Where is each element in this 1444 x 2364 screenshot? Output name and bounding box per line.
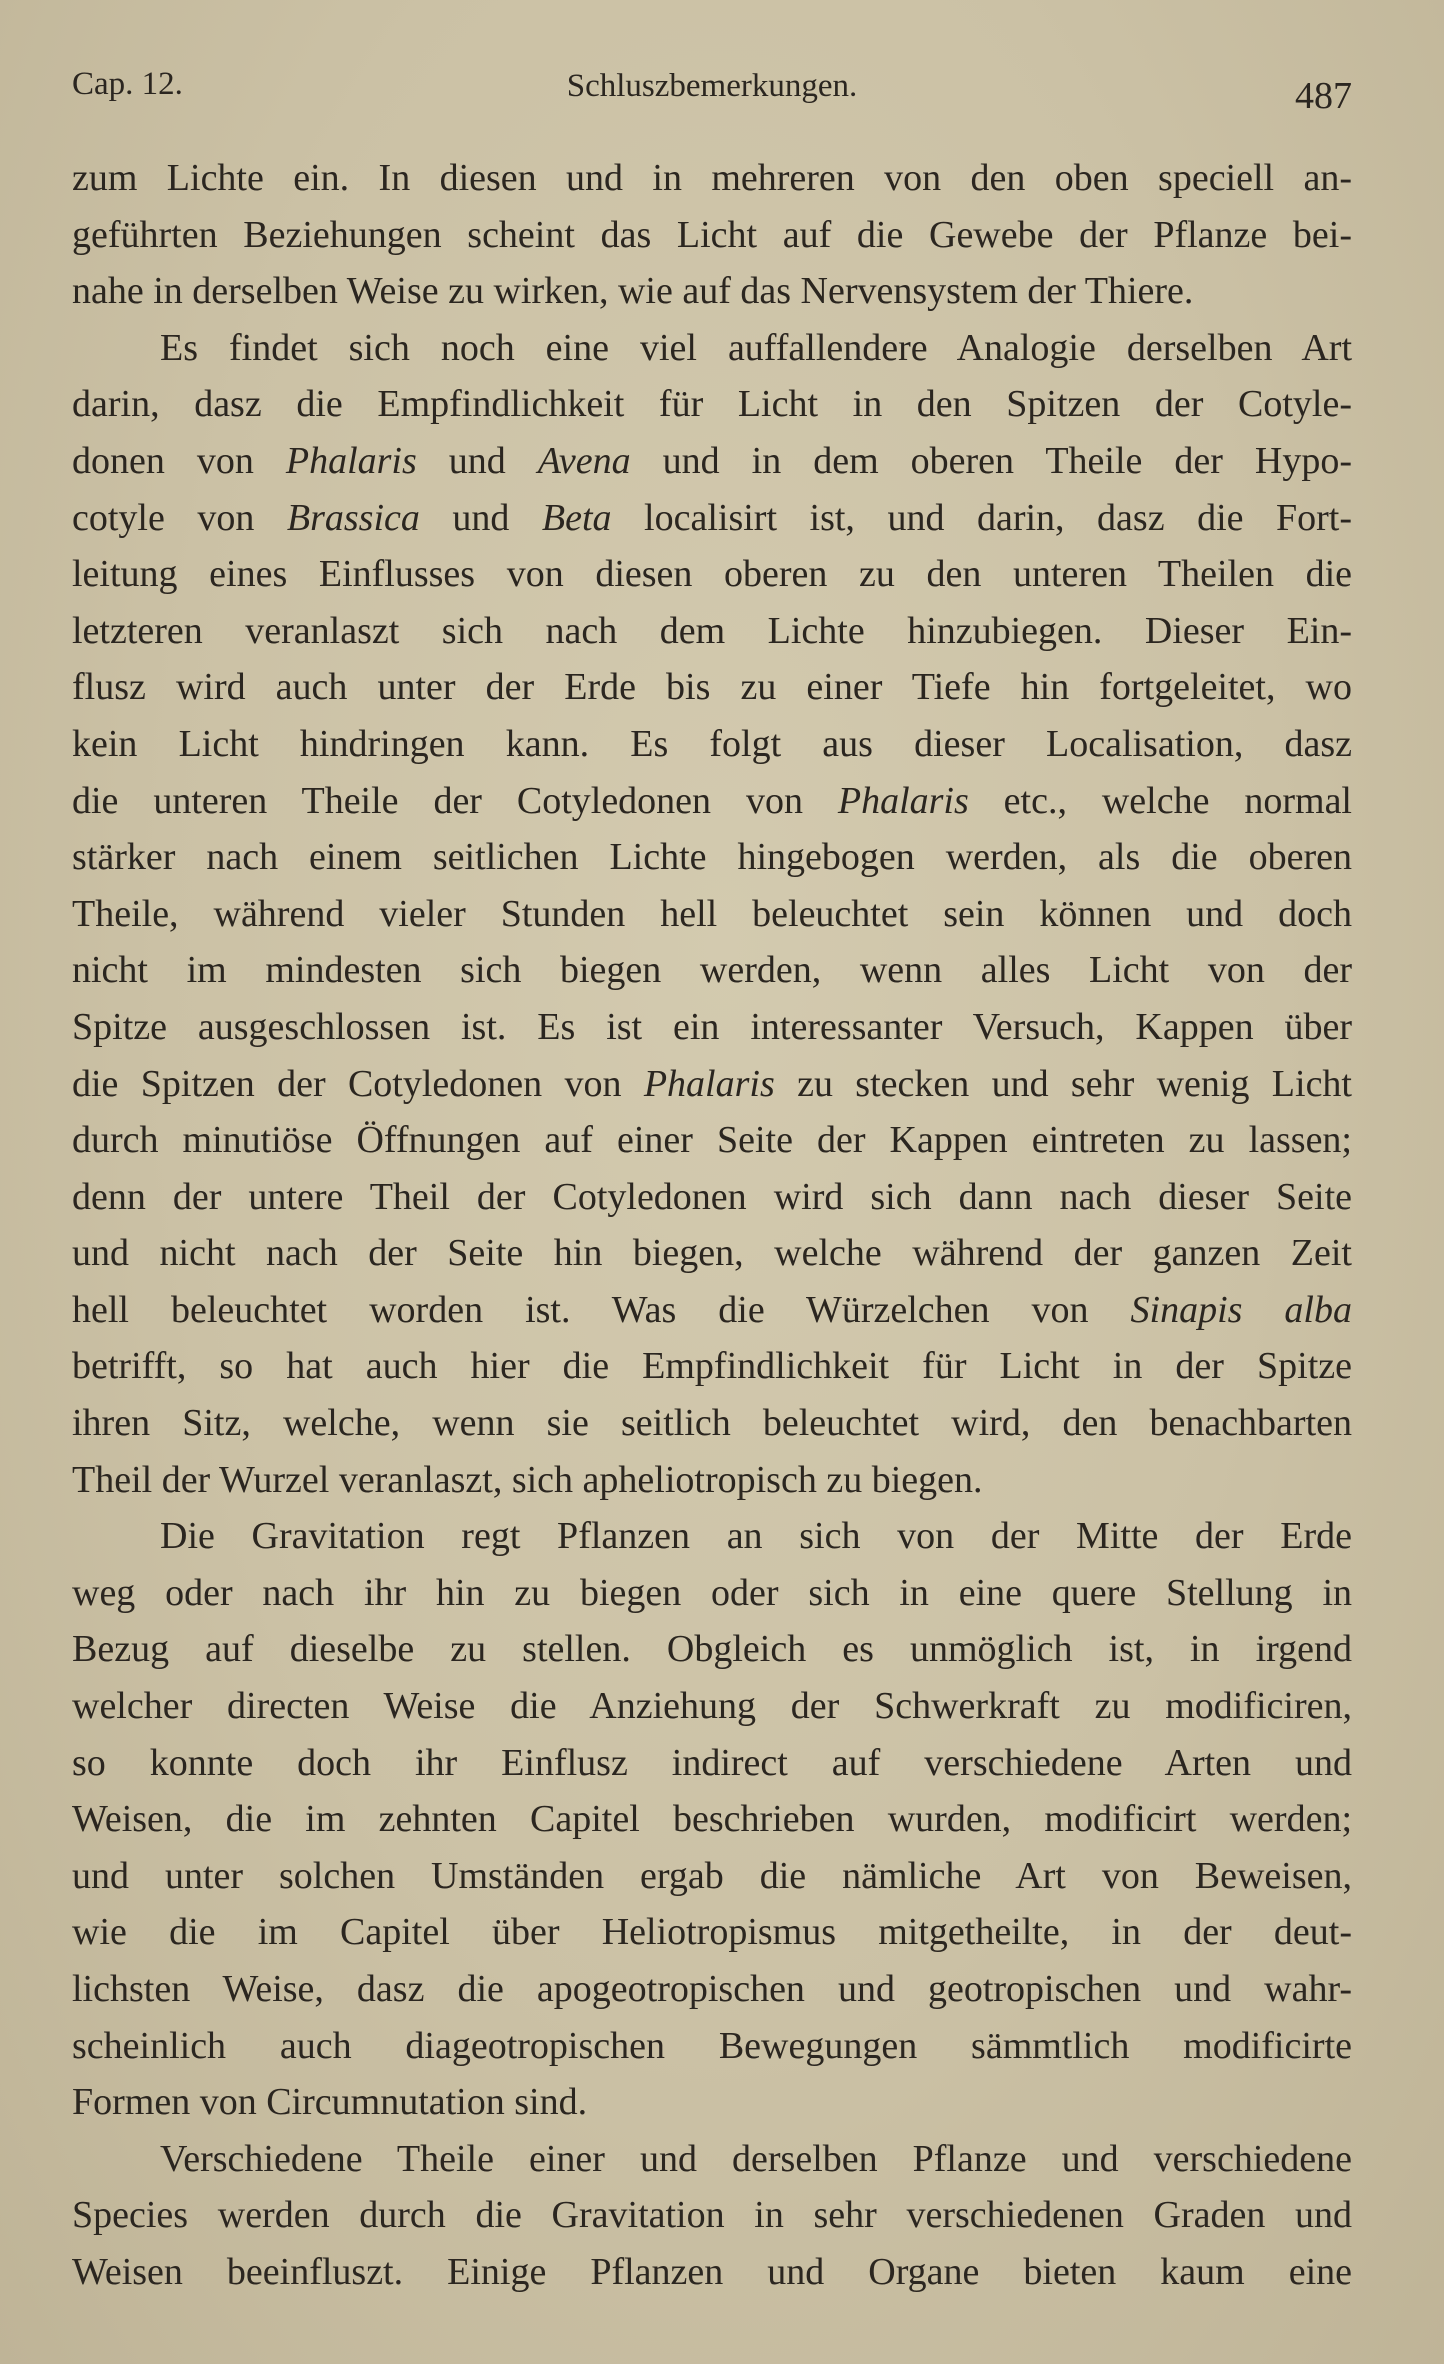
text-run: Weisen beeinfluszt. Einige Pflanzen und Organe bieten kaum eine [72, 2250, 1352, 2293]
text-line [72, 659, 1352, 716]
text-line [72, 773, 1352, 830]
italic-term: Avena [537, 439, 631, 482]
text-line [72, 2244, 1352, 2301]
text-line [72, 1565, 1352, 1622]
italic-term: Phalaris [837, 779, 969, 822]
text-run: durch minutiöse Öffnungen auf einer Seite der Kappen eintreten zu lassen; [72, 1119, 1352, 1162]
text-line [72, 1621, 1352, 1678]
text-line [72, 829, 1352, 886]
text-run: flusz wird auch unter der Erde bis zu einer Tiefe hin fortgeleitet, wo [72, 666, 1352, 709]
text-line [72, 1791, 1352, 1848]
text-run: Theil der Wurzel veranlaszt, sich apheliotropisch zu biegen. [72, 1458, 983, 1501]
text-run: zum Lichte ein. In diesen und in mehreren von den oben speciell an- [72, 157, 1352, 199]
text-line [72, 1056, 1352, 1113]
text-line [72, 886, 1352, 943]
text-line [72, 2187, 1352, 2244]
text-line [72, 490, 1352, 547]
text-line [72, 1112, 1352, 1169]
text-line [72, 1508, 1352, 1565]
text-run: Die Gravitation regt Pflanzen an sich von der Mitte der Erde [160, 1515, 1352, 1558]
text-line [72, 716, 1352, 773]
text-run: nahe in derselben Weise zu wirken, wie auf das Nervensystem der Thiere. [72, 270, 1194, 313]
text-run: und in dem oberen Theile der Hypo- [630, 439, 1352, 482]
text-line [72, 1338, 1352, 1395]
page-number: 487 [1295, 75, 1352, 117]
text-run: und [419, 496, 542, 539]
text-line [72, 433, 1352, 490]
text-line [72, 2074, 1352, 2131]
text-run: so konnte doch ihr Einflusz indirect auf verschiedene Arten und [72, 1741, 1352, 1784]
running-title: Schluszbemerkungen. [566, 68, 858, 104]
text-line [72, 1904, 1352, 1961]
text-run: und [416, 439, 538, 482]
text-run: Spitze ausgeschlossen ist. Es ist ein interessanter Versuch, Kappen über [72, 1005, 1352, 1048]
text-run: geführten Beziehungen scheint das Licht auf die Gewebe der Pflanze bei- [72, 213, 1352, 256]
text-line [72, 603, 1352, 660]
text-run: und unter solchen Umständen ergab die nämliche Art von Beweisen, [72, 1854, 1352, 1897]
text-run: cotyle von [72, 496, 287, 539]
italic-term: Beta [541, 496, 612, 539]
text-line [72, 1735, 1352, 1792]
text-run: Species werden durch die Gravitation in sehr verschiedenen Graden und [72, 2194, 1352, 2237]
text-run: Theile, während vieler Stunden hell beleuchtet sein können und doch [72, 892, 1352, 935]
italic-term: Sinapis alba [1130, 1288, 1352, 1331]
text-run: leitung eines Einflusses von diesen oberen zu den unteren Theilen die [72, 553, 1352, 596]
text-run: nicht im mindesten sich biegen werden, wenn alles Licht von der [72, 949, 1352, 992]
text-line [72, 1282, 1352, 1339]
text-line [72, 207, 1352, 264]
text-run: Weisen, die im zehnten Capitel beschrieben wurden, modificirt werden; [72, 1798, 1352, 1841]
text-run: denn der untere Theil der Cotyledonen wird sich dann nach dieser Seite [72, 1175, 1352, 1218]
text-run: Bezug auf dieselbe zu stellen. Obgleich es unmöglich ist, in irgend [72, 1628, 1352, 1671]
italic-term: Phalaris [285, 439, 417, 482]
running-header [72, 62, 1352, 117]
text-line [72, 376, 1352, 433]
text-run: zu stecken und sehr wenig Licht [774, 1062, 1352, 1105]
text-run: Verschiedene Theile einer und derselben Pflanze und verschiedene [160, 2137, 1352, 2180]
text-run: Formen von Circumnutation sind. [72, 2081, 588, 2124]
text-run: letzteren veranlaszt sich nach dem Lichte hinzubiegen. Dieser Ein- [72, 609, 1352, 652]
text-run: ihren Sitz, welche, wenn sie seitlich beleuchtet wird, den benachbarten [72, 1402, 1352, 1445]
text-run: die unteren Theile der Cotyledonen von [72, 779, 838, 822]
italic-term: Phalaris [643, 1062, 775, 1105]
text-line [72, 1395, 1352, 1452]
text-line [72, 1961, 1352, 2018]
text-line [72, 1225, 1352, 1282]
text-run: die Spitzen der Cotyledonen von [72, 1062, 644, 1105]
text-line [72, 546, 1352, 603]
text-run: betrifft, so hat auch hier die Empfindlichkeit für Licht in der Spitze [72, 1345, 1352, 1388]
text-run: lichsten Weise, dasz die apogeotropischen und geotropischen und wahr- [72, 1968, 1352, 2010]
text-line [72, 1678, 1352, 1735]
text-run: und nicht nach der Seite hin biegen, welche während der ganzen Zeit [72, 1232, 1352, 1275]
text-line [72, 263, 1352, 320]
body-text [72, 150, 1352, 2301]
text-run: Es findet sich noch eine viel auffallendere Analogie derselben Art [160, 326, 1352, 369]
text-run: wie die im Capitel über Heliotropismus mitgetheilte, in der deut- [72, 1911, 1352, 1954]
text-run: localisirt ist, und darin, dasz die Fort- [611, 496, 1352, 539]
text-run: welcher directen Weise die Anziehung der Schwerkraft zu modificiren, [72, 1685, 1352, 1728]
text-line [72, 2018, 1352, 2075]
text-run: donen von [72, 439, 286, 482]
text-line [72, 1452, 1352, 1509]
text-run: etc., welche normal [968, 779, 1352, 822]
chapter-label: Cap. 12. [72, 66, 183, 102]
text-run: stärker nach einem seitlichen Lichte hingebogen werden, als die oberen [72, 836, 1352, 879]
text-line [72, 1169, 1352, 1226]
text-run: weg oder nach ihr hin zu biegen oder sich in eine quere Stellung in [72, 1571, 1352, 1614]
text-line [72, 2131, 1352, 2188]
text-run: kein Licht hindringen kann. Es folgt aus dieser Localisation, dasz [72, 722, 1352, 765]
text-run: darin, dasz die Empfindlichkeit für Licht in den Spitzen der Cotyle- [72, 383, 1352, 426]
text-line [72, 150, 1352, 207]
text-line [72, 320, 1352, 377]
text-line [72, 942, 1352, 999]
italic-term: Brassica [286, 496, 420, 539]
text-line [72, 999, 1352, 1056]
text-run: scheinlich auch diageotropischen Bewegungen sämmtlich modificirte [72, 2024, 1352, 2067]
text-run: hell beleuchtet worden ist. Was die Würzelchen von [72, 1288, 1131, 1331]
text-line [72, 1848, 1352, 1905]
